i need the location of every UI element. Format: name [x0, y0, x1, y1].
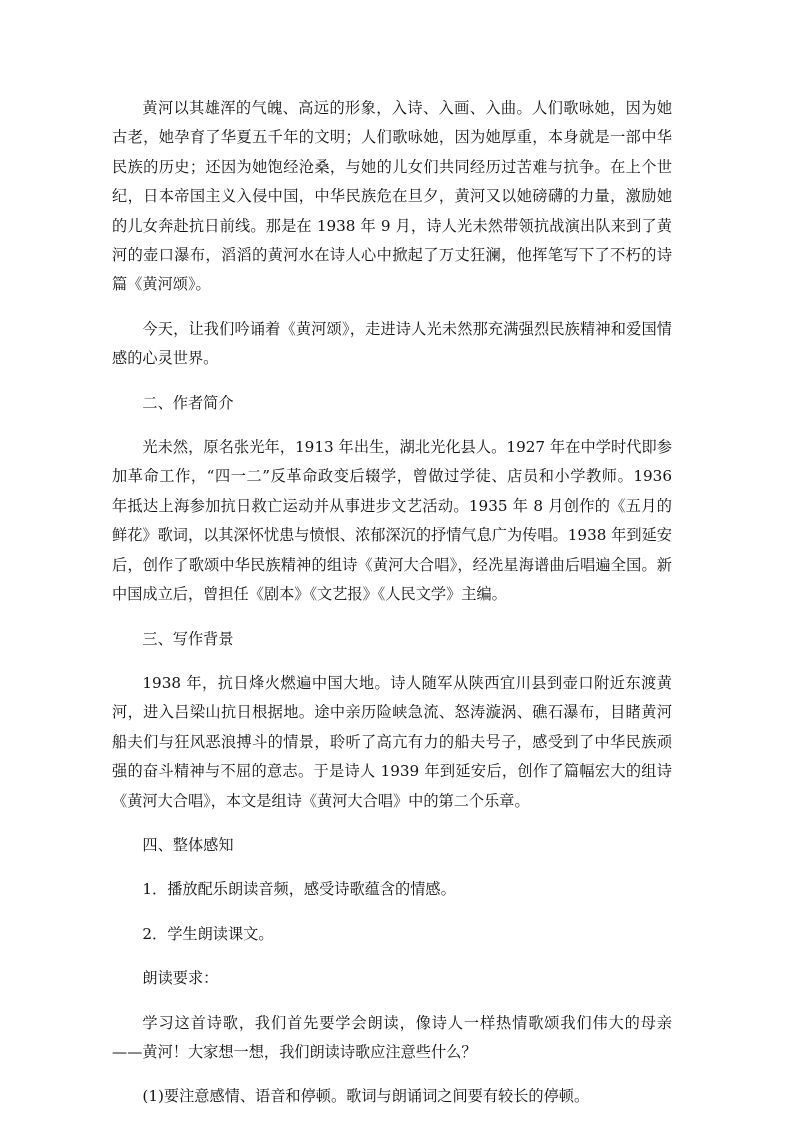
step-1-item: 1．播放配乐朗读音频，感受诗歌蕴含的情感。	[142, 880, 456, 899]
reading-requirements-label: 朗读要求：	[142, 969, 219, 988]
background-paragraph: 1938 年，抗日烽火燃遍中国大地。诗人随军从陕西宜川县到壶口附近东渡黄河，进入吕梁山抗日根据地。途中亲历险峡急流、怒涛漩涡、礁石瀑布，目睹黄河船夫们与狂风恶浪搏斗的情景，聆听了高亢有力的船夫号子，感受到了中华民族顽强的奋斗精神与不屈的意志。于是诗人 1939 年到延安后，创作了篇幅宏大的组诗《黄河大合唱》，本文是组诗《黄河大合唱》中的第二个乐章。	[112, 673, 672, 810]
author-paragraph: 光未然，原名张光年，1913 年出生，湖北光化县人。1927 年在中学时代即参加革命工作，“四一二”反革命政变后辍学，曾做过学徒、店员和小学教师。1936 年抵达上海参加抗日救亡运动并从事进步文艺活动。1935 年 8 月创作的《五月的鲜花》歌词，以其深怀忧患与愤恨、浓郁深沉的抒情气息广为传唱。1938 年到延安后，创作了歌颂中华民族精神的组诗《黄河大合唱》，经冼星海谱曲后唱遍全国。新中国成立后，曾担任《剧本》《文艺报》《人民文学》主编。	[112, 438, 672, 604]
intro-paragraph: 黄河以其雄浑的气魄、高远的形象，入诗、入画、入曲。人们歌咏她，因为她古老，她孕育了华夏五千年的文明；人们歌咏她，因为她厚重，本身就是一部中华民族的历史；还因为她饱经沧桑，与她的儿女们共同经历过苦难与抗争。在上个世纪，日本帝国主义入侵中国，中华民族危在旦夕，黄河又以她磅礴的力量，激励她的儿女奔赴抗日前线。那是在 1938 年 9 月，诗人光未然带领抗战演出队来到了黄河的壶口瀑布，滔滔的黄河水在诗人心中掀起了万丈狂澜，他挥笔写下了不朽的诗篇《黄河颂》。	[112, 99, 672, 294]
lead-in-paragraph: 今天，让我们吟诵着《黄河颂》，走进诗人光未然那充满强烈民族精神和爱国情感的心灵世界。	[112, 319, 672, 368]
step-2-item: 2．学生朗读课文。	[142, 924, 274, 943]
section-heading-background: 三、写作背景	[142, 629, 234, 648]
document-body	[112, 94, 672, 1127]
requirement-1-item: (1)要注意感情、语音和停顿。歌词与朗诵词之间要有较长的停顿。	[142, 1087, 590, 1106]
reading-question-paragraph: 学习这首诗歌，我们首先要学会朗读，像诗人一样热情歌颂我们伟大的母亲——黄河！大家想一想，我们朗读诗歌应注意些什么？	[112, 1013, 672, 1061]
section-heading-overview: 四、整体感知	[142, 835, 234, 854]
section-heading-author: 二、作者简介	[142, 393, 234, 412]
